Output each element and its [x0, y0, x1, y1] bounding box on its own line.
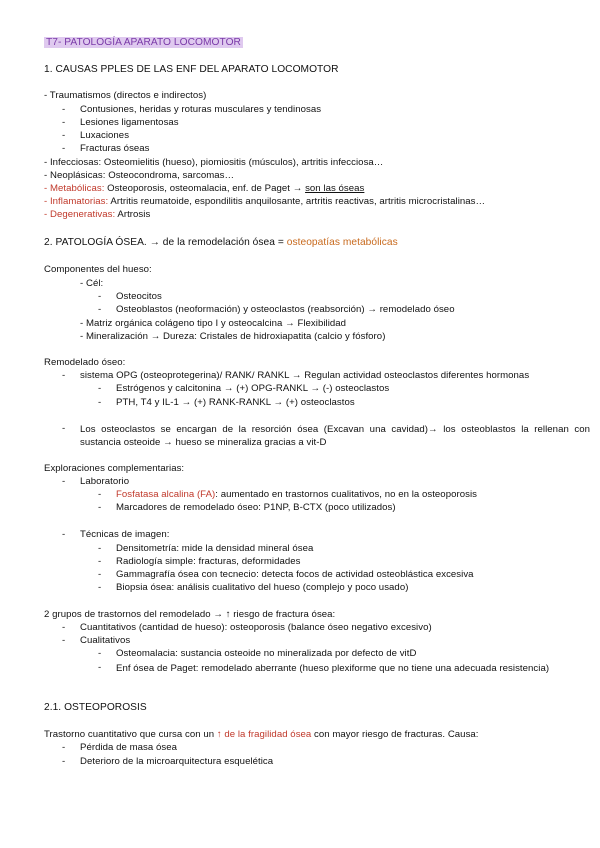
dash: -	[98, 489, 102, 500]
page-title: T7- PATOLOGÍA APARATO LOCOMOTOR	[46, 37, 241, 48]
dash: -	[98, 648, 102, 659]
cualitativos-line: Cualitativos	[80, 635, 131, 646]
degenerativas-line	[44, 209, 150, 221]
laboratorio-line: Laboratorio	[80, 476, 130, 487]
section-2-heading	[44, 237, 398, 249]
neoplasicas-line: - Neoplásicas: Osteocondroma, sarcomas…	[44, 170, 235, 181]
paget-paragraph: Enf ósea de Paget: remodelado aberrante (hueso plexiforme que no tiene una adecuada resistencia)	[116, 663, 550, 674]
exploraciones-heading: Exploraciones complementarias:	[44, 463, 185, 474]
intro-text-b: con mayor riesgo de fracturas. Causa:	[311, 729, 479, 740]
degenerativas-text: Artrosis	[115, 209, 151, 220]
dash: -	[62, 130, 66, 141]
grupos-heading: 2 grupos de trastornos del remodelado → ↑ riesgo de fractura ósea:	[44, 609, 336, 620]
list-item: Osteoblastos (neoformación) y osteoclastos (reabsorción) → remodelado óseo	[116, 304, 455, 315]
list-item: Gammagrafía ósea con tecnecio: detecta focos de actividad osteoblástica excesiva	[116, 569, 474, 580]
osteomalacia-line: Osteomalacia: sustancia osteoide no mineralizada por defecto de vitD	[116, 648, 417, 659]
metabolicas-underlined: son las óseas	[305, 183, 365, 194]
componentes-heading: Componentes del hueso:	[44, 264, 152, 275]
dash: -	[62, 742, 66, 753]
inflamatorias-text: Artritis reumatoide, espondilitis anquilosante, artritis reactivas, artritis microcristalinas…	[108, 196, 486, 207]
section-1-heading: 1. CAUSAS PPLES DE LAS ENF DEL APARATO LOCOMOTOR	[44, 64, 339, 75]
inflamatorias-label: - Inflamatorias:	[44, 196, 109, 207]
infecciosas-line: - Infecciosas: Osteomielitis (hueso), piomiositis (músculos), artritis infecciosa…	[44, 157, 384, 168]
degenerativas-label: - Degenerativas:	[44, 209, 116, 220]
remodelado-heading: Remodelado óseo:	[44, 357, 126, 368]
section-2-heading-highlight: osteopatías metabólicas	[286, 237, 398, 248]
list-item: Contusiones, heridas y roturas musculares y tendinosas	[80, 104, 322, 115]
tecnicas-line: Técnicas de imagen:	[80, 529, 170, 540]
dash: -	[62, 635, 66, 646]
cuantitativos-line: Cuantitativos (cantidad de hueso): osteoporosis (balance óseo negativo excesivo)	[80, 622, 432, 633]
list-item: Deterioro de la microarquitectura esquelética	[80, 756, 274, 767]
dash: -	[98, 383, 102, 394]
dash: -	[62, 370, 66, 381]
fosfatasa-label: Fosfatasa alcalina (FA)	[116, 489, 216, 500]
dash: -	[98, 556, 102, 567]
dash: -	[98, 397, 102, 408]
section-2-1-heading: 2.1. OSTEOPOROSIS	[44, 702, 147, 713]
dash: -	[62, 423, 66, 434]
dash: -	[98, 582, 102, 593]
metabolicas-line	[44, 183, 364, 195]
intro-highlight: ↑ de la fragilidad ósea	[216, 729, 312, 740]
list-item: Fracturas óseas	[80, 143, 150, 154]
fosfatasa-text: : aumentado en trastornos cualitativos, no en la osteoporosis	[215, 489, 477, 500]
inflamatorias-line	[44, 196, 485, 208]
list-item: Biopsia ósea: análisis cualitativo del hueso (complejo y poco usado)	[116, 582, 409, 593]
list-item: Estrógenos y calcitonina → (+) OPG-RANKL → (-) osteoclastos	[116, 383, 390, 394]
dash: -	[62, 117, 66, 128]
mineralizacion-line: - Mineralización → Dureza: Cristales de hidroxiapatita (calcio y fósforo)	[80, 331, 386, 342]
dash: -	[62, 756, 66, 767]
dash: -	[98, 569, 102, 580]
intro-text-a: Trastorno cuantitativo que cursa con un	[44, 729, 217, 740]
dash: -	[62, 104, 66, 115]
cel-line: - Cél:	[80, 278, 104, 289]
dash: -	[62, 476, 66, 487]
fosfatasa-line	[116, 489, 477, 501]
osteoporosis-intro	[44, 729, 479, 741]
section-2-heading-text: 2. PATOLOGÍA ÓSEA. → de la remodelación ósea =	[44, 237, 287, 248]
dash: -	[98, 291, 102, 302]
dash: -	[98, 502, 102, 513]
metabolicas-label: - Metabólicas:	[44, 183, 105, 194]
dash: -	[62, 143, 66, 154]
dash: -	[62, 529, 66, 540]
traumatismos-line: - Traumatismos (directos e indirectos)	[44, 90, 207, 101]
list-item: Radiología simple: fracturas, deformidades	[116, 556, 301, 567]
opg-line: sistema OPG (osteoprotegerina)/ RANK/ RANKL → Regulan actividad osteoclastos diferentes hormonas	[80, 370, 530, 381]
list-item: Pérdida de masa ósea	[80, 742, 177, 753]
dash: -	[98, 304, 102, 315]
list-item: PTH, T4 y IL-1 → (+) RANK-RANKL → (+) osteoclastos	[116, 397, 355, 408]
dash: -	[98, 662, 102, 673]
osteoclastos-paragraph: Los osteoclastos se encargan de la resorción ósea (Excavan una cavidad)→ los osteoblastos la rellenan con sustancia osteoide → hueso se mineraliza gracias a vit-D	[80, 424, 590, 448]
list-item: Lesiones ligamentosas	[80, 117, 179, 128]
dash: -	[98, 543, 102, 554]
matriz-line: - Matriz orgánica colágeno tipo I y osteocalcina → Flexibilidad	[80, 318, 347, 329]
list-item: Luxaciones	[80, 130, 130, 141]
metabolicas-text: Osteoporosis, osteomalacia, enf. de Paget →	[104, 183, 306, 194]
list-item: Osteocitos	[116, 291, 162, 302]
dash: -	[62, 622, 66, 633]
marcadores-line: Marcadores de remodelado óseo: P1NP, B-CTX (poco utilizados)	[116, 502, 396, 513]
list-item: Densitometría: mide la densidad mineral ósea	[116, 543, 314, 554]
